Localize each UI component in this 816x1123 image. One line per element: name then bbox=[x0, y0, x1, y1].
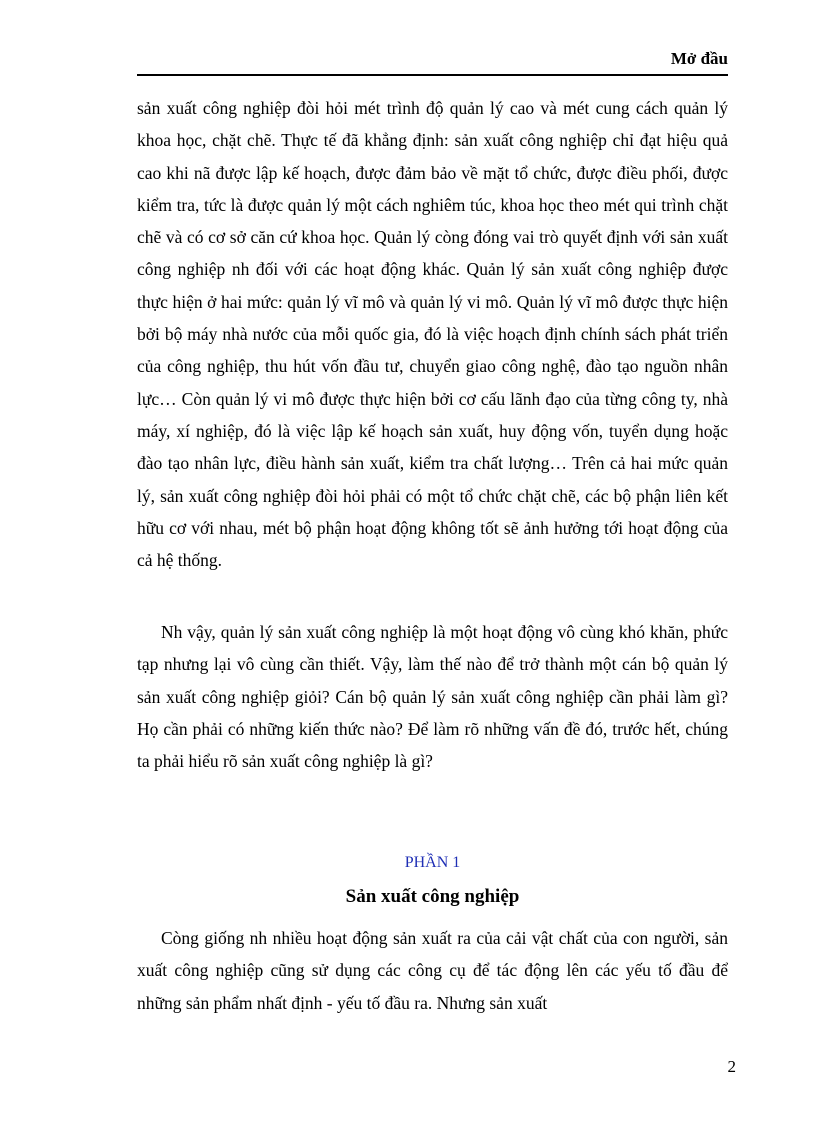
section-label: PHẦN 1 bbox=[404, 854, 461, 871]
body-paragraph-1: sản xuất công nghiệp đòi hỏi mét trình độ quản lý cao và mét cung cách quản lý khoa học, chặt chẽ. Thực tế đã khẳng định: sản xuất công nghiệp chỉ đạt hiệu quả cao khi nã được lập kế hoạch, được đảm bảo về mặt tổ chức, được điều phối, được kiểm tra, tức là được quản lý một cách nghiêm túc, khoa học theo mét qui trình chặt chẽ và có cơ sở căn cứ khoa học. Quản lý còng đóng vai trò quyết định với sản xuất công nghiệp nh đối với các hoạt động khác. Quản lý sản xuất công nghiệp được thực hiện ở hai mức: quản lý vĩ mô và quản lý vi mô. Quản lý vĩ mô được thực hiện bởi bộ máy nhà nước của mỗi quốc gia, đó là việc hoạch định chính sách phát triển của công nghiệp, thu hút vốn đầu tư, chuyển giao công nghệ, đào tạo nguồn nhân lực… Còn quản lý vi mô được thực hiện bởi cơ cấu lãnh đạo của từng công ty, nhà máy, xí nghiệp, đó là việc lập kế hoạch sản xuất, huy động vốn, tuyển dụng hoặc đào tạo nhân lực, điều hành sản xuất, kiểm tra chất lượng… Trên cả hai mức quản lý, sản xuất công nghiệp đòi hỏi phải có một tổ chức chặt chẽ, các bộ phận liên kết hữu cơ với nhau, mét bộ phận hoạt động không tốt sẽ ảnh hưởng tới hoạt động của cả hệ thống. bbox=[137, 98, 728, 571]
section-paragraph: Còng giống nh nhiều hoạt động sản xuất ra của cải vật chất của con người, sản xuất công nghiệp cũng sử dụng các công cụ để tác động lên các yếu tố đầu để những sản phẩm nhất định - yếu tố đầu ra. Nhưng sản xuất bbox=[137, 928, 728, 1013]
running-header-title: Mở đầu bbox=[670, 49, 728, 68]
page-number: 2 bbox=[727, 1057, 736, 1076]
body-paragraph-2: Nh vậy, quản lý sản xuất công nghiệp là một hoạt động vô cùng khó khăn, phức tạp nhưng lại vô cùng cần thiết. Vậy, làm thế nào để trở thành một cán bộ quản lý sản xuất công nghiệp giỏi? Cán bộ quản lý sản xuất công nghiệp cần phải làm gì? Họ cần phải có những kiến thức nào? Để làm rõ những vấn đề đó, trước hết, chúng ta phải hiểu rõ sản xuất công nghiệp là gì? bbox=[137, 622, 728, 772]
header-divider bbox=[137, 74, 728, 76]
section-title: Sản xuất công nghiệp bbox=[345, 886, 520, 907]
